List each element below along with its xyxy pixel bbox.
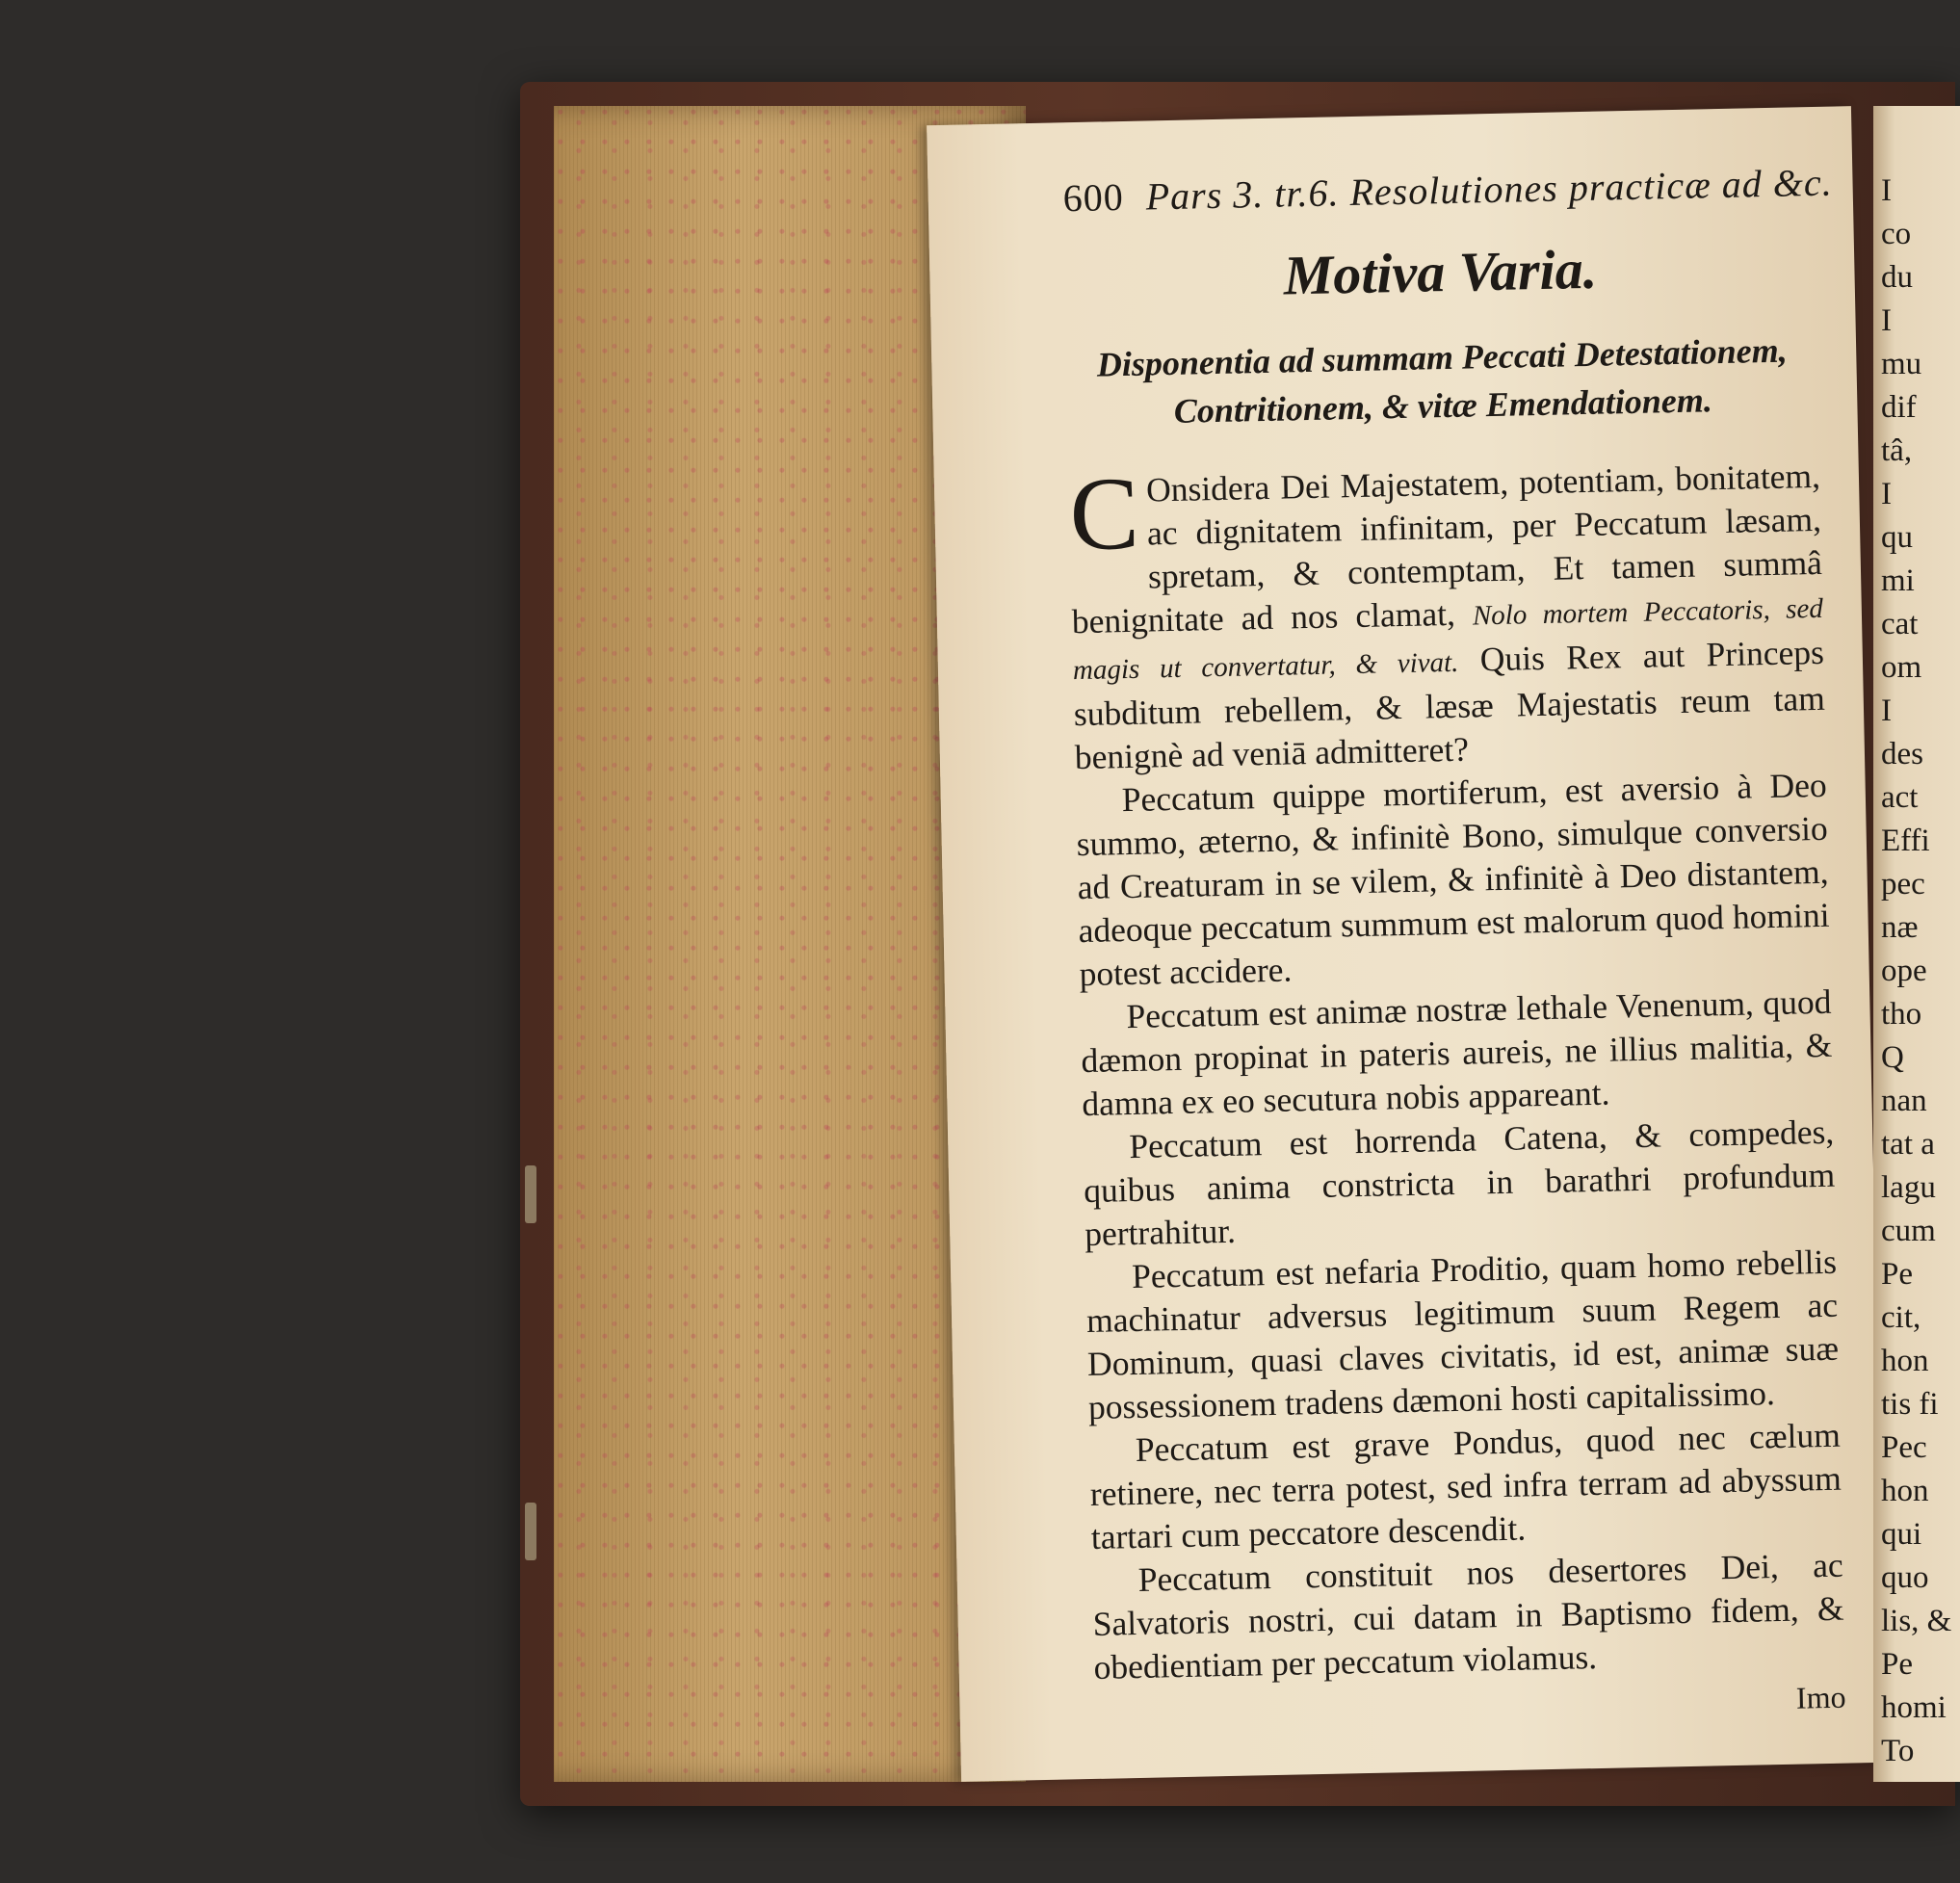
right-page-text-fragment: du: [1881, 260, 1913, 295]
book-clasp: [525, 1165, 536, 1223]
section-subtitle: Disponentia ad summam Peccati Detestationem, Contritionem, & vitæ Emendationem.: [1096, 330, 1789, 431]
paragraph-text: Onsidera Dei Majestatem, potentiam, bonitatem, ac dignitatem infinitam, per Peccatum læsam, spretam, & contemptam, Et tamen summâ benignitate ad nos clamat,: [1071, 456, 1823, 641]
right-page-text-fragment: I: [1881, 477, 1892, 511]
paragraph: Peccatum est nefaria Proditio, quam homo rebellis machinatur adversus legitimum suum Regem ac Dominum, quasi claves civitatis, id est, animæ suæ possessionem tradens dæmoni hosti capitalissimo.: [1085, 1242, 1840, 1427]
right-page-text-fragment: tat a: [1881, 1127, 1935, 1162]
right-page-text-fragment: I: [1881, 173, 1892, 208]
right-page-text-fragment: Pe: [1881, 1257, 1913, 1292]
right-page-text-fragment: qui: [1881, 1517, 1922, 1552]
right-page-text-fragment: Effi: [1881, 824, 1930, 858]
paragraph: Peccatum est animæ nostræ lethale Venenum, quod dæmon propinat in pateris aureis, ne illius malitia, & damna ex eo secutura nobis appareant.: [1081, 981, 1833, 1124]
right-page-text-fragment: I: [1881, 693, 1892, 728]
right-page-text-fragment: co: [1881, 217, 1912, 251]
right-page-text-fragment: om: [1881, 650, 1922, 685]
paragraph: Peccatum est grave Pondus, quod nec cælum retinere, nec terra potest, sed infra terram ad abyssum tartari cum peccatore descendit.: [1089, 1415, 1842, 1556]
right-page-text-fragment: tâ,: [1881, 433, 1913, 468]
scripture-quote: Nolo mortem Peccatoris, sed magis ut convertatur, & vivat.: [1072, 592, 1824, 687]
right-page: [1873, 106, 1960, 1782]
right-page-text-fragment: lagu: [1881, 1170, 1936, 1205]
section-title: Motiva Varia.: [1283, 237, 1598, 307]
right-page-text-fragment: cum: [1881, 1214, 1936, 1248]
right-page-text-fragment: Pec: [1881, 1430, 1927, 1465]
right-page-text-fragment: hon: [1881, 1344, 1929, 1378]
right-page-text-fragment: I: [1881, 303, 1892, 338]
right-page-text-fragment: qu: [1881, 520, 1913, 555]
right-page-text-fragment: dif: [1881, 390, 1917, 425]
right-page-text-fragment: act: [1881, 780, 1919, 815]
right-page-text-fragment: mi: [1881, 563, 1915, 598]
right-page-text-fragment: homi: [1881, 1690, 1947, 1725]
paragraph: Peccatum quippe mortiferum, est aversio à Deo summo, æterno, & infinitè Bono, simulque conversio ad Creaturam in se vilem, & infinitè à Deo distantem, adeoque peccatum summum est malorum quod homini potest accidere.: [1076, 765, 1830, 994]
right-page-text-fragment: Q: [1881, 1040, 1904, 1075]
running-head-text: Pars 3. tr.6. Resolutiones practicæ ad &c.: [1145, 160, 1834, 219]
catchword: Imo: [1795, 1679, 1846, 1715]
right-page-text-fragment: tis fi: [1881, 1387, 1939, 1422]
right-page-text-fragment: cat: [1881, 607, 1919, 641]
running-head: [1062, 160, 1834, 221]
page-number: 600: [1062, 174, 1125, 221]
right-page-text-fragment: lis, &: [1881, 1604, 1952, 1638]
right-page-text-fragment: pec: [1881, 867, 1925, 902]
right-page-text-fragment: cit,: [1881, 1300, 1921, 1335]
right-page-text-fragment: næ: [1881, 910, 1919, 945]
paragraph: [1069, 455, 1827, 779]
right-page-text-fragment: quo: [1881, 1560, 1929, 1595]
drop-cap: C: [1068, 456, 1140, 573]
paragraph-text: Quis Rex aut Princeps subditum rebellem, & læsæ Majestatis reum tam benignè ad veniā admitteret?: [1073, 632, 1826, 777]
right-page-text-fragment: To: [1881, 1734, 1915, 1768]
book-clasp: [525, 1503, 536, 1560]
right-page-text-fragment: hon: [1881, 1474, 1929, 1508]
paragraph: Peccatum est horrenda Catena, & compedes, quibus anima constricta in barathri profundum pertrahitur.: [1083, 1111, 1836, 1254]
page-text-block: [1062, 160, 1846, 1731]
right-page-text-fragment: Pe: [1881, 1647, 1913, 1682]
right-page-text-fragment: tho: [1881, 997, 1922, 1032]
right-page-text-fragment: nan: [1881, 1084, 1927, 1118]
right-page-text-fragment: mu: [1881, 347, 1922, 381]
right-page-text-fragment: ope: [1881, 954, 1927, 988]
paragraph: Peccatum constituit nos desertores Dei, ac Salvatoris nostri, cui datam in Baptismo fidem, & obedientiam per peccatum violamus.: [1092, 1545, 1844, 1687]
right-page-text-fragment: des: [1881, 737, 1923, 772]
left-page: [927, 106, 1886, 1782]
